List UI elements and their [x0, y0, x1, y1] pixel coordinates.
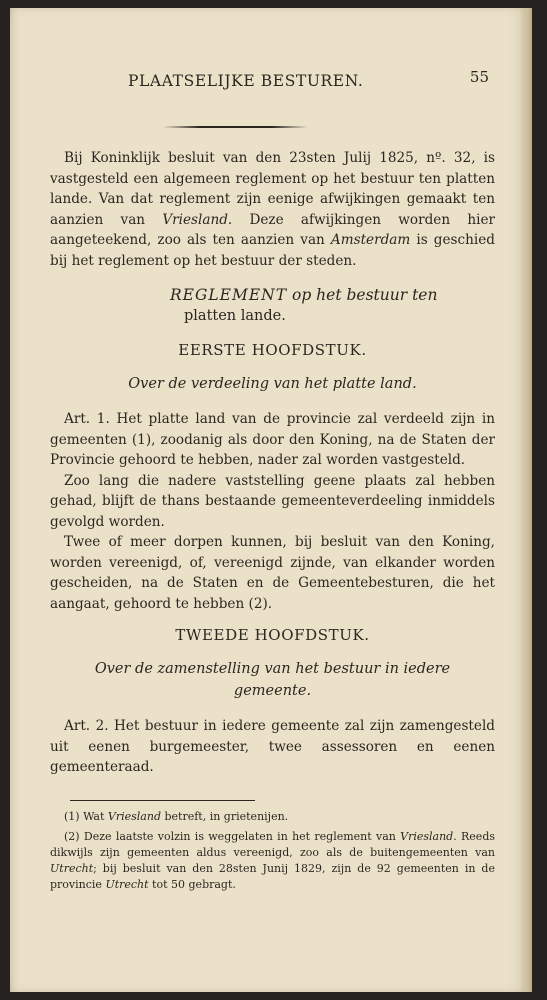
article-1-paragraph-3: Twee of meer dorpen kunnen, bij besluit van den Koning, worden vereenigd, of, vereenigd zijnde, van elkander worden gescheiden, na de Staten en de Gemeentebesturen, die het aangaat, gehoord te hebben (2).: [50, 534, 495, 612]
footnote-2-place-vriesland: Vriesland: [400, 829, 454, 843]
footnote-1-text-a: (1) Wat: [64, 809, 108, 823]
chapter-2-subtitle-line2: gemeente.: [233, 683, 312, 699]
footnote-2: [50, 829, 495, 893]
chapter-2-subtitle: [50, 658, 495, 702]
footnote-2-text-e: ; bij besluit van den 28sten Junij 1829, zijn de 92 gemeenten in de provincie: [50, 861, 495, 891]
book-page: [10, 8, 532, 992]
page-edge-shadow: [520, 8, 532, 992]
chapter-2-heading: TWEEDE HOOFDSTUK.: [175, 626, 370, 644]
intro-paragraph: [50, 148, 495, 271]
chapter-2-subtitle-line1: Over de zamenstelling van het bestuur in iedere: [94, 661, 451, 677]
reglement-title-line2: platten lande.: [184, 308, 286, 324]
intro-place-vriesland: Vriesland: [162, 211, 228, 228]
chapter-1-subtitle: Over de verdeeling van het platte land.: [128, 376, 417, 392]
running-title: PLAATSELIJKE BESTUREN.: [128, 72, 364, 90]
article-2-paragraph: Art. 2. Het bestuur in iedere gemeente zal zijn zamengesteld uit eenen burgemeester, twee assessoren en eenen gemeenteraad.: [50, 718, 495, 775]
footnote-1-place: Vriesland: [107, 809, 161, 823]
intro-text-a: Bij Koninklijk besluit van den 23sten Julij 1825, nº. 32, is vastgesteld een algemeen reglement op het bestuur ten platten lande. Van dat reglement zijn eenige afwijkingen gemaakt ten aanzien van: [50, 150, 495, 228]
chapter-1-heading: EERSTE HOOFDSTUK.: [178, 341, 367, 359]
reglement-title-rest: op het bestuur ten: [292, 286, 438, 304]
footnote-rule: [70, 800, 255, 801]
footnote-2-text-c: . Reeds dikwijls zijn gemeenten aldus vereenigd, zoo als de buitengemeenten van: [50, 829, 496, 859]
reglement-title-main: REGLEMENT: [170, 286, 288, 304]
reglement-title: [50, 285, 495, 327]
footnote-2-place-utrecht: Utrecht: [50, 861, 94, 875]
header-rule: [163, 126, 308, 128]
footnote-1: [50, 809, 495, 825]
page-content: [50, 68, 496, 893]
article-1-paragraph: Art. 1. Het platte land van de provincie zal verdeeld zijn in gemeenten (1), zoodanig als door den Koning, na de Staten der Provincie gehoord te hebben, nader zal worden vastgesteld.: [50, 411, 495, 468]
intro-text-c: . Deze afwijkingen worden hier aangeteekend, zoo als ten aanzien van: [50, 211, 495, 248]
footnote-2-text-a: (2) Deze laatste volzin is weggelaten in het reglement van: [64, 829, 401, 843]
page-number: 55: [469, 68, 489, 86]
intro-place-amsterdam: Amsterdam: [330, 232, 411, 248]
footnote-1-text-c: betreft, in grietenijen.: [160, 809, 289, 823]
footnote-2-text-g: tot 50 gebragt.: [148, 877, 236, 891]
intro-text-e: is geschied bij het reglement op het bestuur der steden.: [50, 232, 495, 269]
running-head: [50, 68, 495, 102]
article-1-paragraph-2: Zoo lang die nadere vaststelling geene plaats zal hebben gehad, blijft de thans bestaande gemeenteverdeeling inmiddels gevolgd worden.: [50, 472, 495, 530]
footnote-2-place-utrecht-2: Utrecht: [105, 877, 149, 891]
